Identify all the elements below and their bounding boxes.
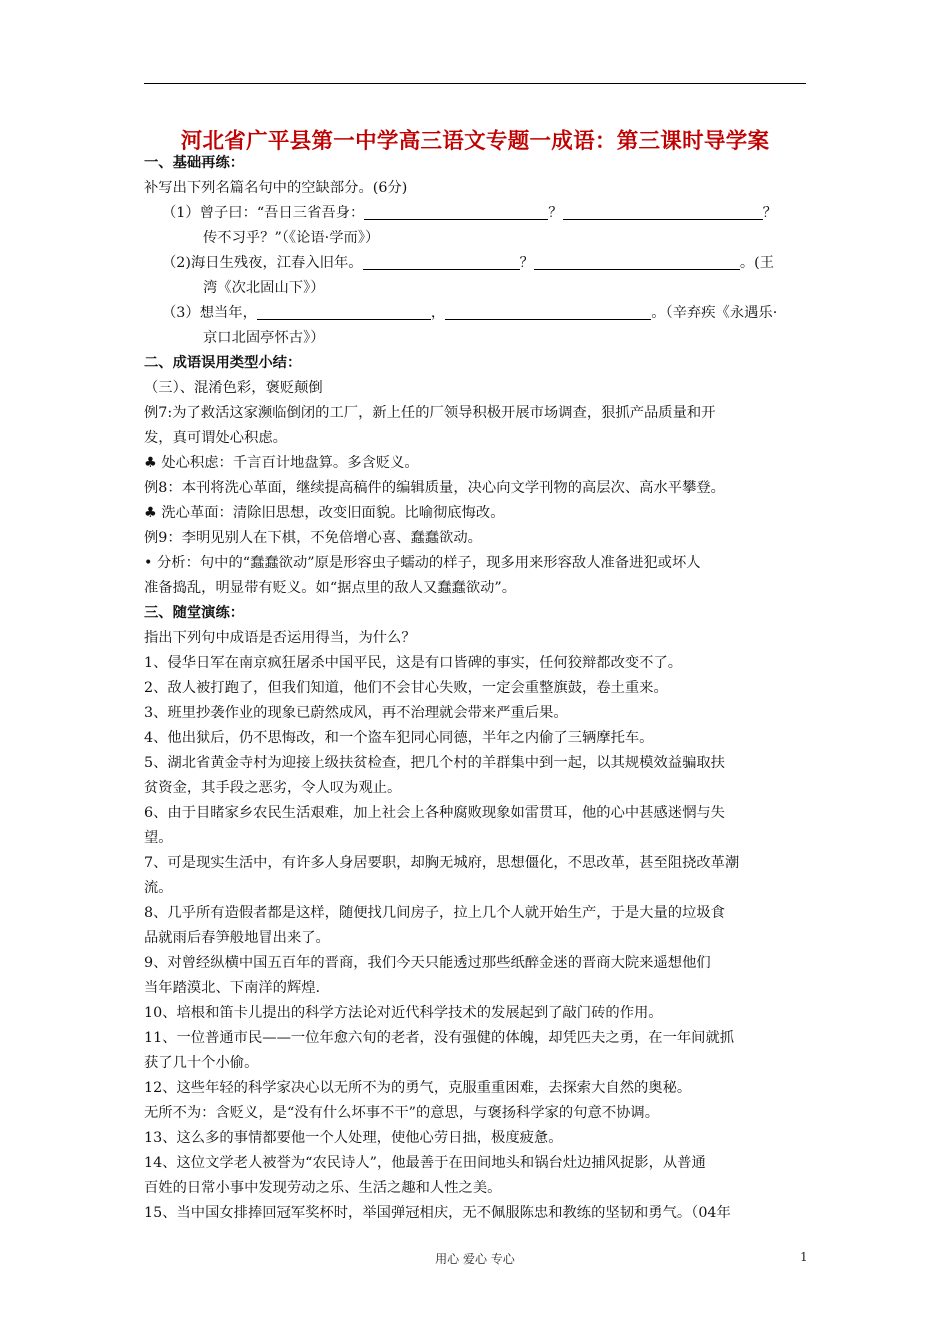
- exercise-line: 5、湖北省黄金寺村为迎接上级扶贫检查，把几个村的羊群集中到一起，以其规模效益骗取扶: [144, 755, 725, 771]
- note-8-text: 洗心革面：清除旧思想，改变旧面貌。比喻彻底悔改。: [156, 505, 505, 521]
- blank-5[interactable]: [257, 304, 431, 320]
- exercise-line: 12、这些年轻的科学家决心以无所不为的勇气，克服重重困难，去探索大自然的奥秘。: [144, 1080, 692, 1096]
- blank-3[interactable]: [363, 254, 520, 270]
- exercise-line: 9、对曾经纵横中国五百年的晋商，我们今天只能透过那些纸醉金迷的晋商大院来遥想他们: [144, 955, 711, 971]
- page-number: 1: [800, 1250, 808, 1264]
- exercise-line: 11、一位普通市民——一位年愈六旬的老者，没有强健的体魄，却凭匹夫之勇，在一年间就抓: [144, 1030, 735, 1046]
- exercise-line: 10、培根和笛卡儿提出的科学方法论对近代科学技术的发展起到了敲门砖的作用。: [144, 1005, 663, 1021]
- example-7: 例7:为了救活这家濒临倒闭的工厂，新上任的厂领导积极开展市场调查，狠抓产品质量和开: [144, 405, 716, 421]
- q1-mark1: ？: [548, 205, 563, 221]
- exercise-line: 无所不为：含贬义，是“没有什么坏事不干”的意思，与褒扬科学家的句意不协调。: [144, 1105, 660, 1121]
- q1-prefix: （1）曾子曰：“吾日三省吾身：: [162, 205, 365, 221]
- q2-mark2: 。(王: [739, 255, 775, 271]
- exercise-line: 望。: [144, 830, 173, 846]
- exercise-line: 获了几十个小偷。: [144, 1055, 259, 1071]
- exercise-line: 流。: [144, 880, 173, 896]
- footer-motto: 用心 爱心 专心: [435, 1252, 515, 1266]
- exercise-line: 6、由于目睹家乡农民生活艰难，加上社会上各种腐败现象如雷贯耳，他的心中甚感迷惘与失: [144, 805, 725, 821]
- section3-heading: 三、随堂演练：: [144, 605, 245, 621]
- exercise-line: 当年踏漠北、下南洋的辉煌.: [144, 980, 321, 996]
- section3-intro: 指出下列句中成语是否运用得当，为什么？: [144, 630, 416, 646]
- club-icon: ♣: [144, 505, 157, 521]
- question-2-cont: 湾《次北固山下》）: [203, 280, 325, 296]
- question-3-cont: 京口北固亭怀古》）: [203, 330, 325, 346]
- blank-1[interactable]: [364, 204, 548, 220]
- exercise-line: 品就雨后春笋般地冒出来了。: [144, 930, 330, 946]
- blank-2[interactable]: [563, 204, 763, 220]
- q2-prefix: （2)海日生残夜，江春入旧年。: [162, 255, 363, 271]
- q3-prefix: （3）想当年，: [162, 305, 257, 321]
- q3-mark2: 。（辛弃疾《永遇乐·: [651, 305, 778, 321]
- question-1: [162, 203, 777, 223]
- note-8: [144, 503, 505, 523]
- question-3: [162, 303, 777, 323]
- club-icon: ♣: [144, 455, 157, 471]
- q3-mark1: ，: [430, 305, 446, 321]
- question-2: [162, 253, 774, 273]
- exercise-line: 1、侵华日军在南京疯狂屠杀中国平民，这是有口皆碑的事实，任何狡辩都改变不了。: [144, 655, 683, 671]
- page-title: 河北省广平县第一中学高三语文专题一成语：第三课时导学案: [180, 129, 770, 154]
- example-8: 例8：本刊将洗心革面，继续提高稿件的编辑质量，决心向文学刊物的高层次、高水平攀登。: [144, 480, 725, 496]
- note-7: [144, 453, 419, 473]
- blank-6[interactable]: [445, 304, 651, 320]
- exercise-line: 7、可是现实生活中，有许多人身居要职，却胸无城府，思想僵化，不思改革，甚至阻挠改革潮: [144, 855, 740, 871]
- exercise-line: 4、他出狱后，仍不思悔改，和一个盗车犯同心同德，半年之内偷了三辆摩托车。: [144, 730, 654, 746]
- section2-heading: 二、成语误用类型小结：: [144, 355, 302, 371]
- blank-4[interactable]: [534, 254, 740, 270]
- exercise-line: 2、敌人被打跑了，但我们知道，他们不会甘心失败，一定会重整旗鼓，卷土重来。: [144, 680, 668, 696]
- section1-heading: 一、基础再练：: [144, 155, 245, 171]
- q1-mark2: ？: [762, 205, 777, 221]
- exercise-line: 3、班里抄袭作业的现象已蔚然成风，再不治理就会带来严重后果。: [144, 705, 568, 721]
- header-rule: [144, 83, 806, 84]
- section1-intro: 补写出下列名篇名句中的空缺部分。(6分): [144, 180, 408, 196]
- exercise-line: 8、几乎所有造假者都是这样，随便找几间房子，拉上几个人就开始生产，于是大量的垃圾食: [144, 905, 725, 921]
- exercise-line: 百姓的日常小事中发现劳动之乐、生活之趣和人性之美。: [144, 1180, 502, 1196]
- example-7-cont: 发，真可谓处心积虑。: [144, 430, 287, 446]
- exercise-line: 13、这么多的事情都要他一个人处理，使他心劳日拙，极度疲惫。: [144, 1130, 563, 1146]
- exercise-line: 贫资金，其手段之恶劣，令人叹为观止。: [144, 780, 402, 796]
- exercise-line: 15、当中国女排捧回冠军奖杯时，举国弹冠相庆，无不佩服陈忠和教练的坚韧和勇气。（04年: [144, 1205, 731, 1221]
- section2-subheading: （三）、混淆色彩，褒贬颠倒: [144, 380, 323, 396]
- analysis-cont: 准备捣乱，明显带有贬义。如“据点里的敌人又蠢蠢欲动”。: [144, 580, 517, 596]
- example-9: 例9：李明见别人在下棋，不免倍增心喜、蠢蠢欲动。: [144, 530, 482, 546]
- q2-mark1: ？: [519, 255, 534, 271]
- question-1-cont: 传不习乎？”（《论语·学而》）: [203, 230, 380, 246]
- note-7-text: 处心积虑：千言百计地盘算。多含贬义。: [156, 455, 419, 471]
- exercise-line: 14、这位文学老人被誉为“农民诗人”，他最善于在田间地头和锅台灶边捕风捉影，从普通: [144, 1155, 706, 1171]
- analysis: • 分析：句中的“蠢蠢欲动”原是形容虫子蠕动的样子，现多用来形容敌人准备进犯或坏人: [144, 555, 701, 571]
